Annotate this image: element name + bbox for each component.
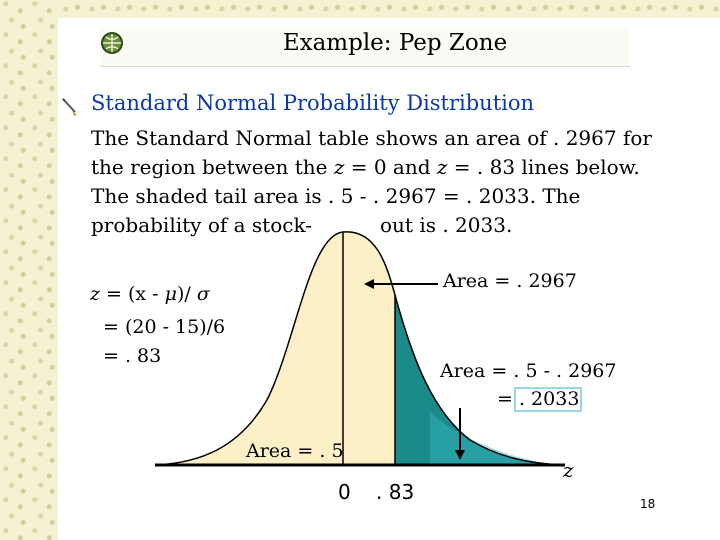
formula-line-2: = (20 - 15)/6 (103, 316, 226, 338)
bullet-heading: Standard Normal Probability Distribution (91, 91, 535, 115)
formula-sigma: σ (196, 283, 210, 305)
formula-text: = (x - (100, 283, 165, 305)
paragraph-line-4a: probability of a stock- (91, 213, 312, 237)
z-variable: z (333, 155, 345, 179)
axis-label-z: z (563, 458, 574, 482)
area-tail-result (497, 388, 579, 410)
area-tail-label: Area = . 5 - . 2967 (440, 360, 617, 382)
formula-line-3: = . 83 (103, 345, 162, 367)
area-tail-value: . 2033 (518, 388, 580, 410)
paragraph-line-3: The shaded tail area is . 5 - . 2967 = . 2033. The (91, 184, 581, 208)
formula-mu: μ (164, 283, 178, 305)
area-upper-label: Area = . 2967 (443, 270, 577, 292)
area-tail-prefix: = (497, 388, 519, 410)
para-text: = . 83 lines below. (447, 155, 640, 179)
z-variable: z (436, 155, 448, 179)
page-title: Example: Pep Zone (282, 30, 508, 56)
para-text: the region between the (91, 155, 334, 179)
paragraph-line-4b: out is . 2033. (380, 213, 513, 237)
curve-left-region (155, 232, 395, 465)
axis-label-zero: 0 (338, 480, 351, 504)
axis-label-083: . 83 (376, 480, 415, 504)
para-text: = 0 and (344, 155, 437, 179)
area-half-label: Area = . 5 (246, 440, 344, 462)
paragraph-line-1: The Standard Normal table shows an area of . 2967 for (91, 126, 652, 150)
formula-z: z (90, 283, 101, 305)
formula-text: )/ (177, 283, 197, 305)
slide-number: 18 (640, 497, 656, 511)
formula-line-1 (90, 283, 210, 305)
